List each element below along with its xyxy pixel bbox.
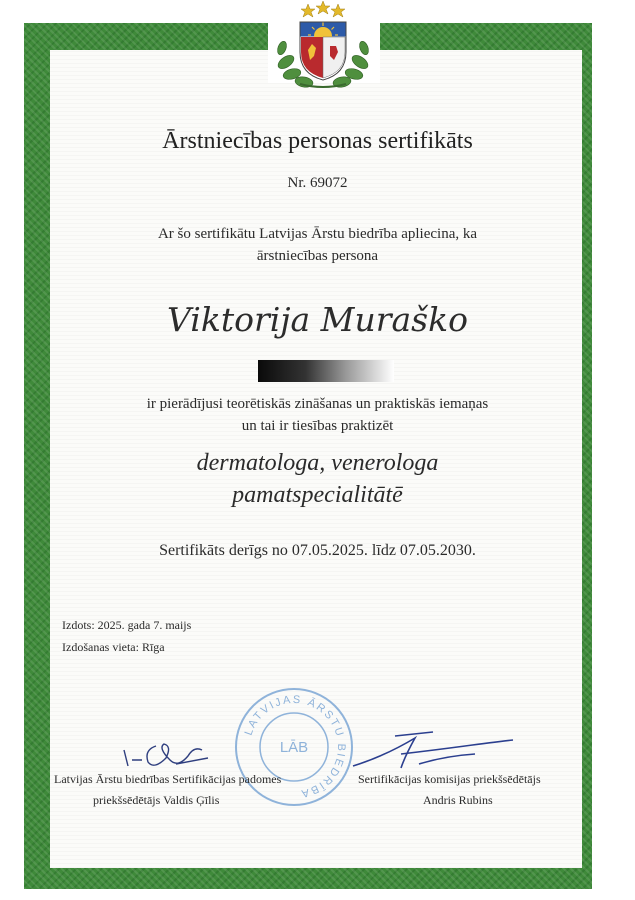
specialty-line-1: dermatologa, venerologa	[196, 450, 439, 476]
right-signatory-role: Sertifikācijas komisijas priekšsēdētājs	[358, 772, 541, 786]
specialty-line-2: pamatspecialitātē	[232, 482, 403, 508]
intro-line-2: ārstniecības persona	[256, 248, 379, 264]
issue-place: Izdošanas vieta: Rīga	[62, 640, 165, 654]
holder-name: Viktorija Muraško	[167, 300, 468, 339]
skills-line-2: un tai ir tiesības praktizēt	[241, 418, 394, 434]
intro-line-1: Ar šo sertifikātu Latvijas Ārstu biedrība apliecina, ka	[157, 226, 478, 242]
skills-line-1: ir pierādījusi teorētiskās zināšanas un praktiskās iemaņas	[146, 396, 489, 412]
validity-period: Sertifikāts derīgs no 07.05.2025. līdz 07.05.2030.	[159, 542, 476, 559]
left-signatory-role: Latvijas Ārstu biedrības Sertifikācijas padomes	[54, 772, 282, 786]
stamp-seal-icon	[233, 686, 355, 808]
certificate-number: Nr. 69072	[287, 175, 348, 191]
certificate-title: Ārstniecības personas sertifikāts	[162, 128, 473, 154]
issue-date: Izdots: 2025. gada 7. maijs	[62, 618, 192, 632]
left-signatory-name: priekšsēdētājs Valdis Ģīlis	[93, 793, 220, 807]
latvia-coat-of-arms-icon	[270, 0, 376, 90]
right-signature	[345, 726, 515, 774]
left-signature	[118, 736, 218, 776]
right-signatory-name: Andris Rubins	[423, 793, 493, 807]
seal-ring-text: LATVIJAS ĀRSTU BIEDRĪBA	[242, 693, 348, 800]
redaction-bar	[258, 360, 394, 382]
seal-center-text: LĀB	[279, 739, 309, 756]
